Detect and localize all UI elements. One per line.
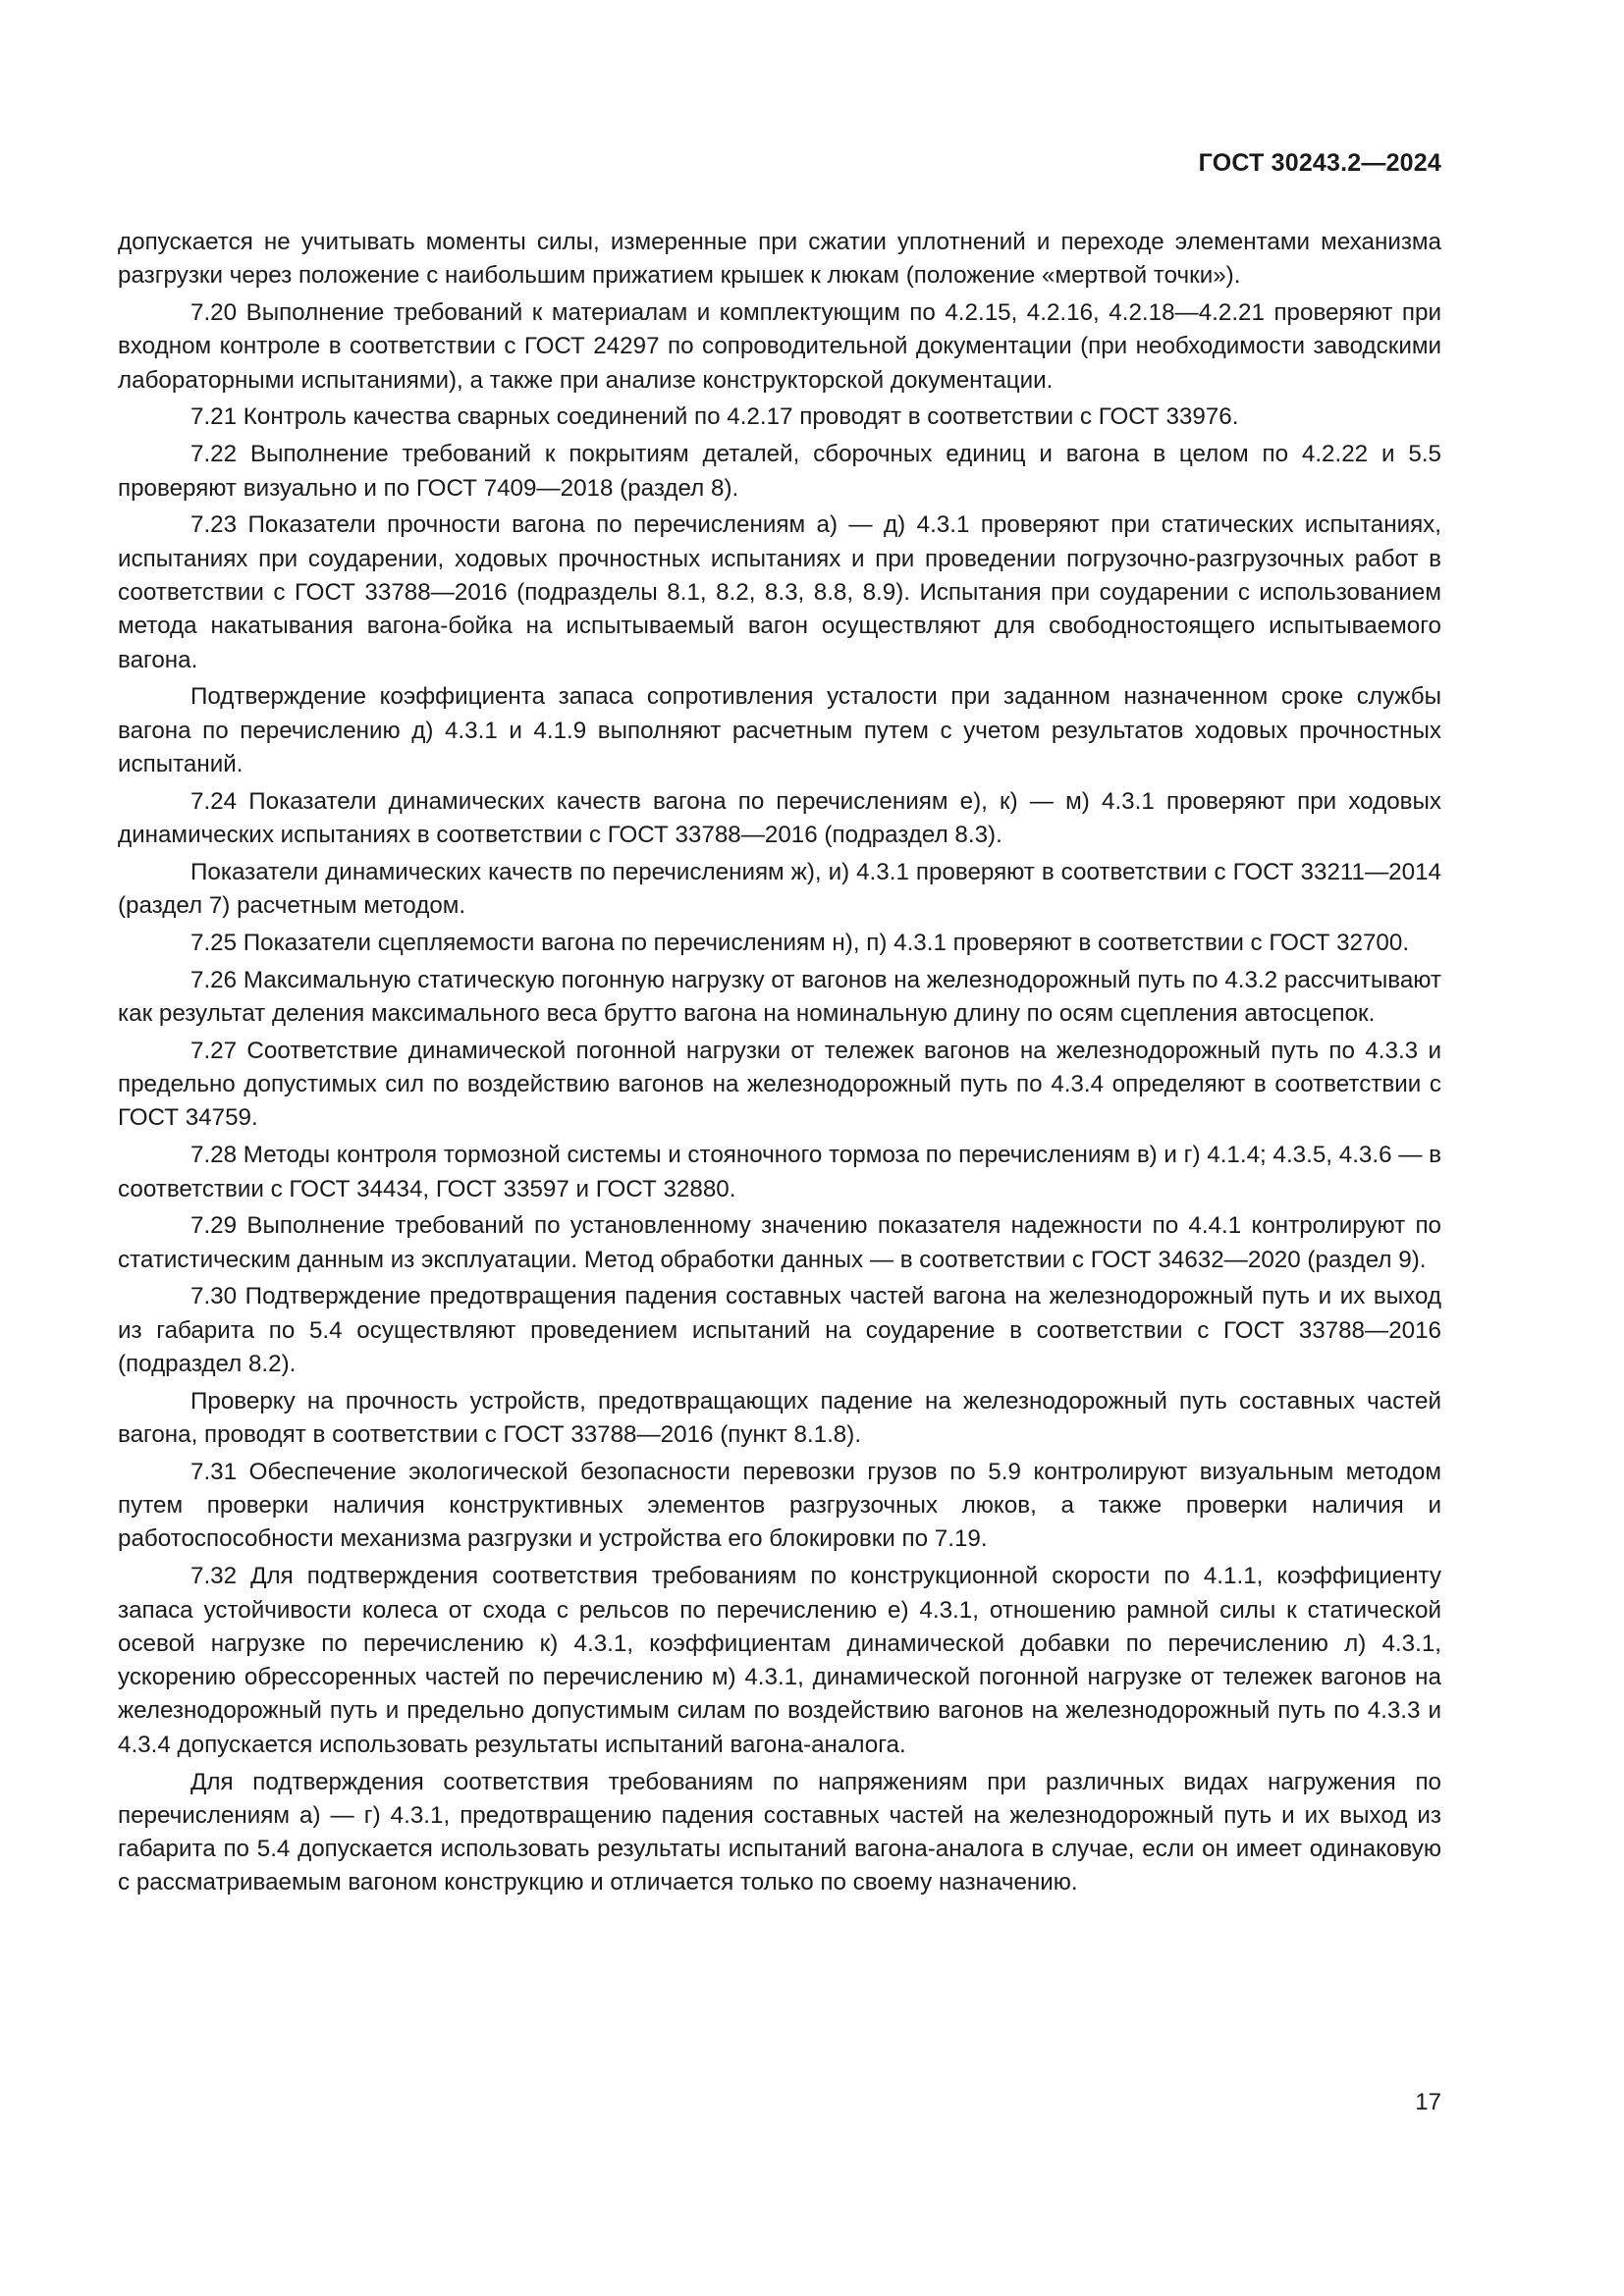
paragraph-7-25: 7.25 Показатели сцепляемости вагона по перечислениям н), п) 4.3.1 проверяют в соответствии с ГОСТ 32700. [190,929,1410,956]
paragraph-7-26: 7.26 Максимальную статическую погонную нагрузку от вагонов на железнодорожный путь по 4.3.2 рассчитывают как результат деления максимального веса брутто вагона на номинальную длину по осям сцепления автосцепок. [118,966,1441,1028]
paragraph-7-21: 7.21 Контроль качества сварных соединений по 4.2.17 проводят в соответствии с ГОСТ 33976. [190,403,1239,431]
paragraph-7-30-devices: Проверку на прочность устройств, предотвращающих падение на железнодорожный путь составных частей вагона, проводят в соответствии с ГОСТ 33788—2016 (пункт 8.1.8). [118,1387,1441,1449]
paragraph-7-31: 7.31 Обеспечение экологической безопасности перевозки грузов по 5.9 контролируют визуальным методом путем проверки наличия конструктивных элементов разгрузочных люков, а также проверки наличия и работоспособности механизма разгрузки и устройства его блокировки по 7.19. [118,1458,1441,1553]
paragraph-7-32: 7.32 Для подтверждения соответствия требованиям по конструкционной скорости по 4.1.1, коэффициенту запаса устойчивости колеса от схода с рельсов по перечислению е) 4.3.1, отношению рамной силы к статической осевой нагрузке по перечислению к) 4.3.1, коэффициентам динамической добавки по перечислению л) 4.3.1, ускорению обрессоренных частей по перечислению м) 4.3.1, динамической погонной нагрузке от тележек вагонов на железнодорожный путь и предельно допустимым силам по воздействию вагонов на железнодорожный путь по 4.3.3 и 4.3.4 допускается использовать результаты испытаний вагона-аналога. [118,1563,1441,1758]
paragraph-7-29: 7.29 Выполнение требований по установленному значению показателя надежности по 4.4.1 контролируют по статистическим данным из эксплуатации. Метод обработки данных — в соответствии с ГОСТ 34632—2020 (раздел 9). [118,1212,1441,1273]
paragraph-7-28: 7.28 Методы контроля тормозной системы и стояночного тормоза по перечислениям в) и г) 4.1.4; 4.3.5, 4.3.6 — в соответствии с ГОСТ 34434, ГОСТ 33597 и ГОСТ 32880. [118,1142,1442,1202]
paragraph-7-22: 7.22 Выполнение требований к покрытиям деталей, сборочных единиц и вагона в целом по 4.2.22 и 5.5 проверяют визуально и по ГОСТ 7409—2018 (раздел 8). [118,441,1441,502]
document-header-standard: ГОСТ 30243.2—2024 [1198,149,1441,177]
paragraph-7-23-fatigue: Подтверждение коэффициента запаса сопротивления усталости при заданном назначенном сроке службы вагона по перечислению д) 4.3.1 и 4.1.9 выполняют расчетным путем с учетом результатов ходовых прочностных испытаний. [118,683,1441,777]
paragraph-7-27: 7.27 Соответствие динамической погонной нагрузки от тележек вагонов на железнодорожный путь по 4.3.3 и предельно допустимых сил по воздействию вагонов на железнодорожный путь по 4.3.4 определяют в соответствии с ГОСТ 34759. [118,1037,1441,1132]
paragraph-7-24: 7.24 Показатели динамических качеств вагона по перечислениям е), к) — м) 4.3.1 проверяют при ходовых динамических испытаниях в соответствии с ГОСТ 33788—2016 (подраздел 8.3). [118,787,1441,849]
paragraph-7-23: 7.23 Показатели прочности вагона по перечислениям а) — д) 4.3.1 проверяют при статических испытаниях, испытаниях при соударении, ходовых прочностных испытаниях и при проведении погрузочно-разгрузочных работ в соответствии с ГОСТ 33788—2016 (подразделы 8.1, 8.2, 8.3, 8.8, 8.9). Испытания при соударении с использованием метода накатывания вагона-бойка на испытываемый вагон осуществляют для свободностоящего испытываемого вагона. [118,511,1441,673]
paragraph-7-30: 7.30 Подтверждение предотвращения падения составных частей вагона на железнодорожный путь и их выход из габарита по 5.4 осуществляют проведением испытаний на соударение в соответствии с ГОСТ 33788—2016 (подраздел 8.2). [118,1283,1441,1377]
paragraph-7-24-calculation: Показатели динамических качеств по перечислениям ж), и) 4.3.1 проверяют в соответствии с ГОСТ 33211—2014 (раздел 7) расчетным методом. [118,858,1441,920]
paragraph-7-20: 7.20 Выполнение требований к материалам и комплектующим по 4.2.15, 4.2.16, 4.2.18—4.2.21 проверяют при входном контроле в соответствии с ГОСТ 24297 по сопроводительной документации (при необходимости заводскими лабораторными испытаниями), а также при анализе конструкторской документации. [118,299,1441,394]
page-number: 17 [1415,2089,1441,2115]
document-body [118,226,1441,1903]
paragraph-continuation: допускается не учитывать моменты силы, измеренные при сжатии уплотнений и переходе элементами механизма разгрузки через положение с наибольшим прижатием крышек к люкам (положение «мертвой точки»). [118,229,1441,290]
paragraph-7-32-stresses: Для подтверждения соответствия требованиям по напряжениям при различных видах нагружения по перечислениям а) — г) 4.3.1, предотвращению падения составных частей на железнодорожный путь и их выход из габарита по 5.4 допускается использовать результаты испытаний вагона-аналога в случае, если он имеет одинаковую с рассматриваемым вагоном конструкцию и отличается только по своему назначению. [118,1768,1441,1896]
